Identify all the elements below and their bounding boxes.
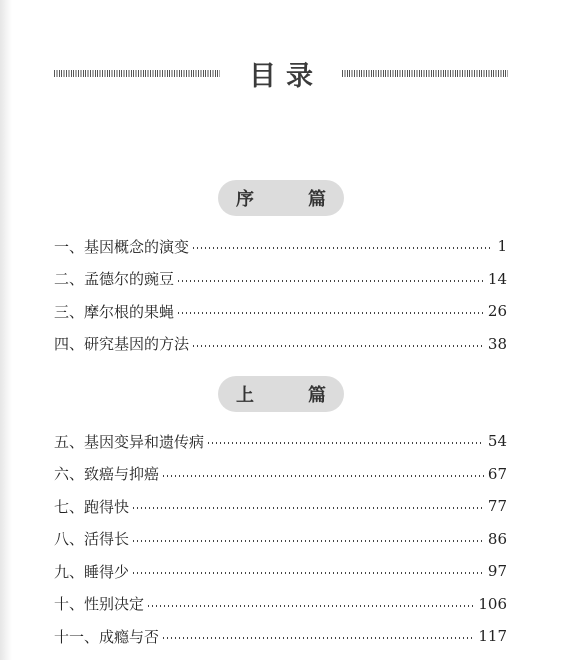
left-decorative-rule [54,70,220,77]
toc-entry-title: 十一、成瘾与否 [54,627,160,646]
dot-leader [178,312,484,314]
toc-entry[interactable] [54,458,507,491]
toc-entry-page: 86 [487,529,507,548]
toc-entry-title: 七、跑得快 [54,497,130,516]
toc-entry[interactable] [54,490,507,523]
toc-entry-page: 14 [487,269,507,288]
toc-entry[interactable] [54,295,507,328]
dot-leader [178,280,484,282]
right-decorative-rule [342,70,508,77]
dot-leader [208,442,484,444]
toc-entry-title: 六、致癌与抑癌 [54,465,160,484]
toc-header [54,52,508,94]
toc-entry-page: 38 [487,334,507,353]
section-heading-label: 序 篇 [236,189,344,210]
dot-leader [133,507,484,509]
dot-leader [193,247,493,249]
toc-entry-title: 二、孟德尔的豌豆 [54,270,175,289]
toc-entry-title: 五、基因变异和遗传病 [54,432,205,451]
toc-list-part-one [54,425,507,653]
toc-entry-title: 三、摩尔根的果蝇 [54,302,175,321]
toc-entry[interactable] [54,230,507,263]
toc-entry-title: 八、活得长 [54,530,130,549]
toc-entry[interactable] [54,555,507,588]
page-edge-shadow [0,0,12,660]
toc-entry-page: 106 [478,594,507,613]
toc-entry-page: 26 [487,302,507,321]
dot-leader [163,475,484,477]
toc-entry-page: 77 [487,497,507,516]
toc-entry[interactable] [54,425,507,458]
toc-entry-page: 97 [487,562,507,581]
section-heading-label: 上 篇 [236,385,344,406]
toc-entry[interactable] [54,263,507,296]
page-title: 目录 [249,60,323,92]
toc-entry-page: 1 [497,237,507,256]
toc-entry[interactable] [54,588,507,621]
toc-entry-title: 四、研究基因的方法 [54,335,190,354]
toc-entry-title: 一、基因概念的演变 [54,237,190,256]
toc-entry-page: 54 [487,432,507,451]
toc-list-preface [54,230,507,360]
dot-leader [193,345,484,347]
section-heading-preface [218,180,344,216]
toc-entry-page: 117 [478,627,507,646]
dot-leader [163,637,474,639]
toc-entry-title: 十、性别决定 [54,595,145,614]
toc-entry[interactable] [54,523,507,556]
dot-leader [148,605,474,607]
toc-entry-page: 67 [487,464,507,483]
dot-leader [133,540,484,542]
toc-entry-title: 九、睡得少 [54,562,130,581]
toc-entry[interactable] [54,620,507,653]
section-heading-part-one [218,376,344,412]
toc-entry[interactable] [54,328,507,361]
dot-leader [133,572,484,574]
